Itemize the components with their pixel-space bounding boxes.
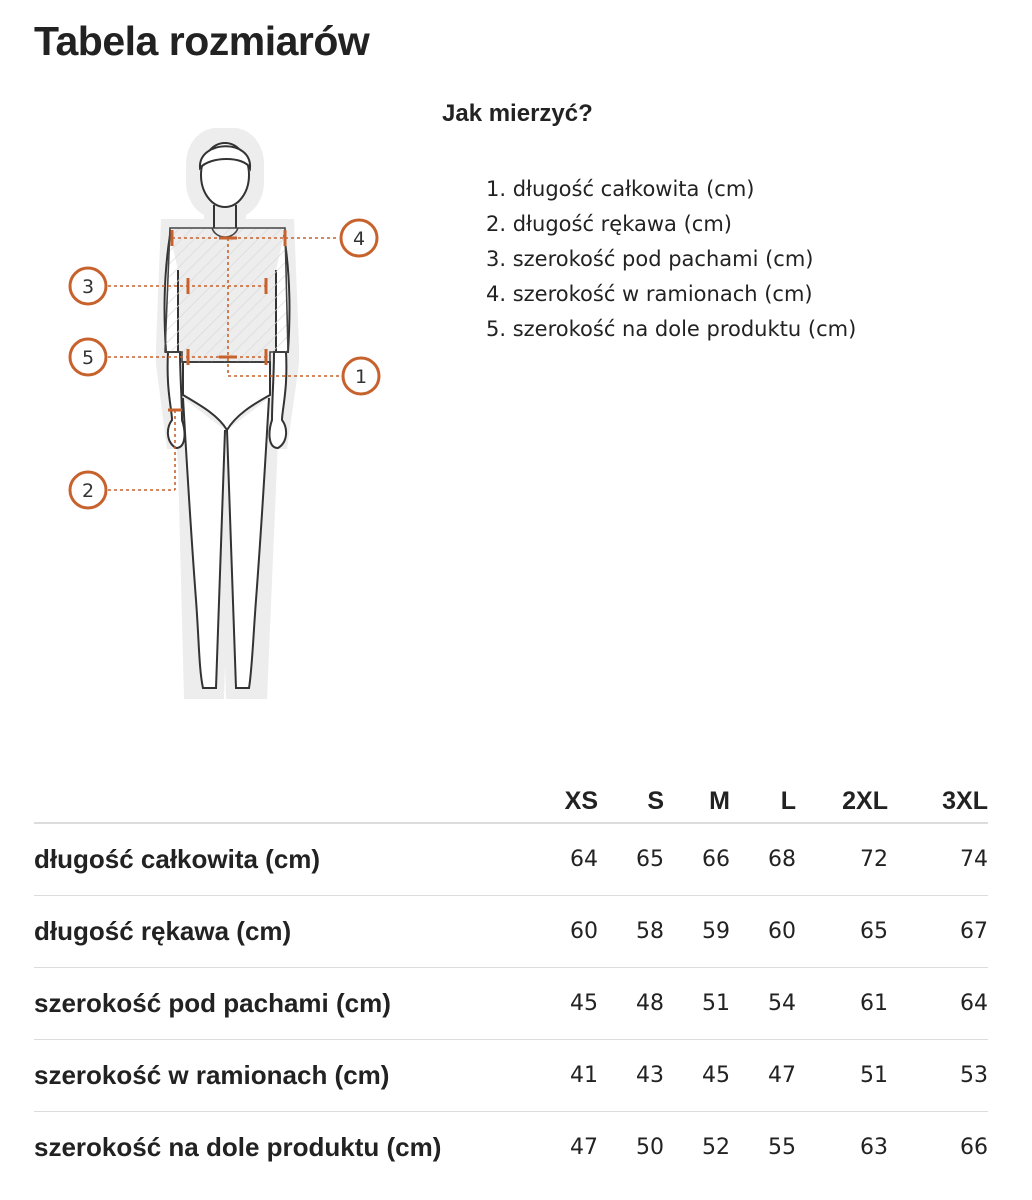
size-header: 3XL (888, 780, 988, 823)
table-cell: 74 (888, 823, 988, 896)
marker-3-icon (70, 268, 106, 304)
howto-item: 5. szerokość na dole produktu (cm) (486, 317, 857, 341)
table-cell: 50 (636, 1135, 664, 1160)
table-cell: 47 (570, 1135, 598, 1160)
measurement-figure (0, 100, 420, 720)
table-cell: 52 (702, 1135, 730, 1160)
table-row (34, 1112, 988, 1184)
howto-item: 2. długość rękawa (cm) (486, 212, 732, 236)
table-cell: 48 (598, 968, 664, 1040)
size-header: S (598, 780, 664, 823)
marker-3-label: 3 (81, 276, 95, 298)
table-cell: 41 (500, 1040, 598, 1112)
row-label: długość rękawa (cm) (34, 896, 500, 968)
table-row (34, 823, 988, 896)
table-cell: 65 (796, 896, 888, 968)
table-cell: 51 (664, 968, 730, 1040)
size-header: 2XL (796, 780, 888, 823)
table-cell: 65 (598, 823, 664, 896)
table-cell: 67 (888, 896, 988, 968)
human-silhouette-icon (0, 100, 420, 720)
header-blank (34, 780, 500, 823)
row-label: szerokość w ramionach (cm) (34, 1040, 500, 1112)
table-cell: 60 (500, 896, 598, 968)
table-cell: 60 (730, 896, 796, 968)
marker-2-label: 2 (81, 480, 95, 502)
howto-item: 3. szerokość pod pachami (cm) (486, 247, 814, 271)
table-cell: 66 (960, 1135, 988, 1160)
howto-item: 1. długość całkowita (cm) (486, 177, 755, 201)
table-cell: 43 (598, 1040, 664, 1112)
table-cell: 45 (664, 1040, 730, 1112)
table-cell: 64 (500, 823, 598, 896)
howto-item: 4. szerokość w ramionach (cm) (486, 282, 813, 306)
marker-1-label: 1 (354, 366, 368, 388)
table-cell: 51 (796, 1040, 888, 1112)
table-cell: 54 (730, 968, 796, 1040)
table-cell: 59 (664, 896, 730, 968)
table-row (34, 896, 988, 968)
row-label: szerokość pod pachami (cm) (34, 968, 500, 1040)
howto-list (486, 172, 856, 347)
marker-5-label: 5 (81, 347, 95, 369)
size-table (34, 780, 988, 1183)
table-cell: 55 (768, 1135, 796, 1160)
table-row (34, 968, 988, 1040)
size-header: L (730, 780, 796, 823)
table-cell: 64 (888, 968, 988, 1040)
marker-4-label: 4 (352, 228, 366, 250)
size-header-row (34, 780, 988, 823)
table-cell: 72 (796, 823, 888, 896)
size-header: XS (500, 780, 598, 823)
marker-4-icon (341, 220, 377, 256)
table-cell: 68 (730, 823, 796, 896)
table-cell: 63 (860, 1135, 888, 1160)
marker-1-icon (343, 358, 379, 394)
row-label: szerokość na dole produktu (cm) (34, 1132, 442, 1162)
page-title: Tabela rozmiarów (34, 18, 370, 64)
row-label: długość całkowita (cm) (34, 823, 500, 896)
table-cell: 61 (796, 968, 888, 1040)
howto-title: Jak mierzyć? (442, 100, 593, 127)
table-cell: 47 (730, 1040, 796, 1112)
marker-2-icon (70, 472, 106, 508)
size-header: M (664, 780, 730, 823)
table-cell: 53 (888, 1040, 988, 1112)
table-cell: 45 (500, 968, 598, 1040)
marker-5-icon (70, 339, 106, 375)
table-cell: 66 (664, 823, 730, 896)
table-cell: 58 (598, 896, 664, 968)
table-row (34, 1040, 988, 1112)
